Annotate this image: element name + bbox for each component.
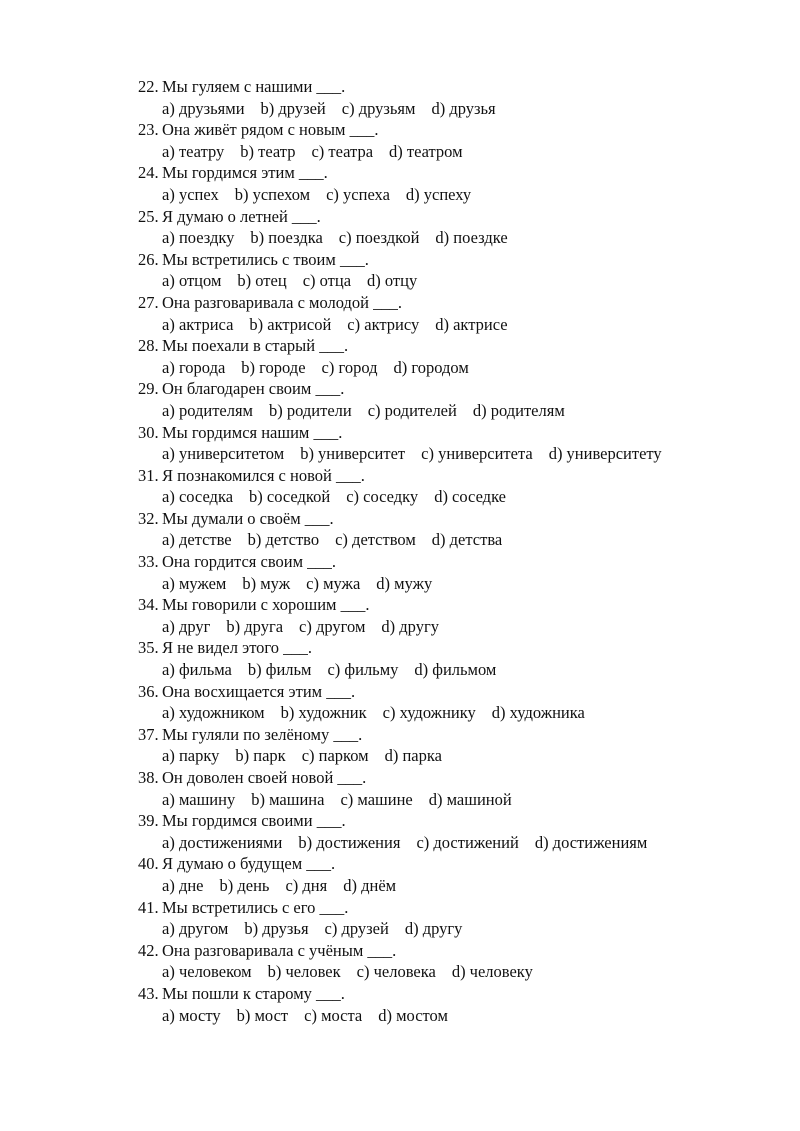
answer-option: d) отцу (367, 271, 418, 291)
question-text: Я думаю о летней ___. (162, 206, 321, 226)
answer-option: c) город (321, 357, 378, 377)
answer-option: a) парку (162, 746, 220, 766)
answer-option: b) достижения (298, 832, 401, 852)
question-stem (138, 249, 758, 271)
question-item (138, 551, 758, 594)
question-number: 25. (138, 206, 159, 226)
question-item (138, 681, 758, 724)
question-item (138, 724, 758, 767)
answer-option: d) успеху (405, 184, 472, 204)
question-stem (138, 810, 758, 832)
answer-option: d) достижениям (534, 832, 648, 852)
answer-option: a) детстве (162, 530, 232, 550)
question-stem (138, 292, 758, 314)
answer-option: d) другу (404, 919, 463, 939)
question-stem (138, 681, 758, 703)
question-number: 34. (138, 595, 159, 615)
answer-option: b) день (219, 875, 270, 895)
question-item (138, 249, 758, 292)
question-number: 22. (138, 77, 159, 96)
question-number: 39. (138, 811, 159, 831)
question-item (138, 206, 758, 249)
question-text: Я не видел этого ___. (162, 638, 313, 658)
answer-options (138, 875, 758, 897)
answer-options (138, 745, 758, 767)
question-text: Она разговаривала с учёным ___. (162, 940, 397, 960)
question-stem (138, 119, 758, 141)
answer-option: c) фильму (327, 660, 399, 680)
question-text: Мы поехали в старый ___. (162, 336, 349, 356)
question-number: 30. (138, 422, 159, 442)
question-text: Я познакомился с новой ___. (162, 465, 365, 485)
question-stem (138, 335, 758, 357)
answer-option: a) университетом (162, 444, 285, 464)
answer-option: a) города (162, 357, 226, 377)
answer-option: c) достижений (416, 832, 519, 852)
question-text: Мы гордимся своими ___. (162, 811, 346, 831)
question-stem (138, 853, 758, 875)
answer-option: c) соседку (346, 487, 419, 507)
question-number: 31. (138, 465, 159, 485)
question-item (138, 940, 758, 983)
answer-option: b) городе (241, 357, 306, 377)
answer-option: b) детство (247, 530, 320, 550)
answer-option: b) парк (235, 746, 286, 766)
question-stem (138, 897, 758, 919)
question-number: 42. (138, 940, 159, 960)
question-stem (138, 767, 758, 789)
answer-option: b) человек (267, 962, 341, 982)
answer-option: b) друзей (260, 98, 326, 118)
answer-option: d) актрисе (435, 314, 508, 334)
answer-option: a) человеком (162, 962, 252, 982)
answer-options (138, 832, 758, 854)
question-stem (138, 508, 758, 530)
answer-options (138, 357, 758, 379)
question-text: Она разговаривала с молодой ___. (162, 292, 402, 312)
answer-options (138, 270, 758, 292)
question-number: 26. (138, 249, 159, 269)
answer-option: a) друзьями (162, 98, 245, 118)
answer-option: a) машину (162, 789, 236, 809)
question-text: Он благодарен своим ___. (162, 379, 345, 399)
answer-option: b) друзья (244, 919, 309, 939)
question-text: Она гордится своим ___. (162, 552, 337, 572)
answer-options (138, 616, 758, 638)
answer-option: d) парка (384, 746, 442, 766)
question-stem (138, 940, 758, 962)
answer-options (138, 98, 758, 120)
answer-options (138, 918, 758, 940)
answer-options (138, 184, 758, 206)
question-number: 24. (138, 163, 159, 183)
answer-options (138, 659, 758, 681)
question-stem (138, 724, 758, 746)
answer-options (138, 573, 758, 595)
answer-option: c) парком (301, 746, 369, 766)
answer-option: d) днём (343, 875, 397, 895)
answer-options (138, 141, 758, 163)
answer-option: a) дне (162, 875, 204, 895)
answer-option: b) друга (226, 616, 284, 636)
answer-option: b) отец (237, 271, 287, 291)
question-text: Мы встретились с твоим ___. (162, 249, 369, 269)
question-number: 33. (138, 552, 159, 572)
question-text: Я думаю о будущем ___. (162, 854, 336, 874)
answer-options (138, 1005, 758, 1027)
answer-option: a) друг (162, 616, 211, 636)
answer-option: b) актрисой (249, 314, 332, 334)
answer-option: c) человека (356, 962, 436, 982)
question-stem (138, 983, 758, 1005)
answer-options (138, 314, 758, 336)
question-number: 38. (138, 768, 159, 787)
answer-option: c) успеха (326, 184, 390, 204)
question-number: 32. (138, 508, 159, 528)
question-number: 40. (138, 854, 159, 874)
question-number: 23. (138, 120, 159, 140)
answer-option: a) художником (162, 703, 265, 723)
answer-option: b) университет (300, 444, 406, 464)
answer-option: c) детством (335, 530, 416, 550)
answer-option: a) театру (162, 141, 225, 161)
question-number: 35. (138, 638, 159, 658)
answer-option: a) успех (162, 184, 219, 204)
answer-option: c) другом (299, 616, 366, 636)
answer-option: c) отца (302, 271, 352, 291)
question-item (138, 378, 758, 421)
question-number: 36. (138, 681, 159, 701)
question-stem (138, 594, 758, 616)
answer-option: b) муж (242, 573, 291, 593)
question-number: 28. (138, 336, 159, 356)
answer-option: d) мостом (378, 1005, 448, 1025)
question-item (138, 594, 758, 637)
answer-options (138, 400, 758, 422)
answer-option: d) театром (389, 141, 463, 161)
answer-option: b) успехом (234, 184, 311, 204)
question-item (138, 897, 758, 940)
answer-options (138, 529, 758, 551)
question-list (138, 76, 758, 1026)
answer-option: a) поездку (162, 228, 235, 248)
question-text: Мы гуляем с нашими ___. (162, 77, 346, 96)
answer-options (138, 443, 758, 465)
question-item (138, 465, 758, 508)
question-number: 27. (138, 292, 159, 312)
question-stem (138, 422, 758, 444)
answer-option: c) моста (304, 1005, 363, 1025)
answer-option: b) машина (251, 789, 325, 809)
answer-option: c) родителей (367, 400, 457, 420)
question-stem (138, 76, 758, 98)
question-item (138, 983, 758, 1026)
question-stem (138, 162, 758, 184)
question-item (138, 810, 758, 853)
question-text: Мы гордимся нашим ___. (162, 422, 343, 442)
question-item (138, 508, 758, 551)
question-item (138, 422, 758, 465)
question-stem (138, 465, 758, 487)
answer-option: a) другом (162, 919, 229, 939)
answer-options (138, 486, 758, 508)
answer-options (138, 961, 758, 983)
answer-option: d) художника (491, 703, 585, 723)
question-text: Мы пошли к старому ___. (162, 983, 345, 1003)
answer-option: d) поездке (435, 228, 508, 248)
answer-option: c) друзей (324, 919, 389, 939)
question-text: Мы гордимся этим ___. (162, 163, 328, 183)
answer-option: d) университету (548, 444, 662, 464)
answer-option: c) актрису (347, 314, 420, 334)
question-item (138, 76, 758, 119)
question-text: Она восхищается этим ___. (162, 681, 356, 701)
answer-option: d) детства (431, 530, 503, 550)
answer-option: d) соседке (434, 487, 506, 507)
answer-option: b) поездка (250, 228, 323, 248)
answer-options (138, 789, 758, 811)
question-item (138, 335, 758, 378)
answer-option: c) театра (311, 141, 374, 161)
answer-option: d) другу (381, 616, 439, 636)
answer-option: a) отцом (162, 271, 222, 291)
question-text: Она живёт рядом с новым ___. (162, 120, 379, 140)
answer-option: a) достижениями (162, 832, 283, 852)
answer-option: c) художнику (382, 703, 476, 723)
answer-option: d) фильмом (414, 660, 497, 680)
question-item (138, 292, 758, 335)
answer-option: a) мосту (162, 1005, 221, 1025)
answer-option: c) мужа (306, 573, 361, 593)
answer-option: d) друзья (431, 98, 496, 118)
answer-options (138, 702, 758, 724)
answer-option: a) родителям (162, 400, 253, 420)
question-stem (138, 206, 758, 228)
answer-option: a) фильма (162, 660, 232, 680)
answer-option: d) человеку (451, 962, 533, 982)
answer-option: c) друзьям (341, 98, 416, 118)
answer-option: c) машине (340, 789, 413, 809)
answer-option: c) поездкой (338, 228, 420, 248)
question-number: 41. (138, 897, 159, 917)
answer-option: d) машиной (428, 789, 512, 809)
question-item (138, 119, 758, 162)
question-number: 43. (138, 983, 159, 1003)
question-item (138, 637, 758, 680)
answer-option: a) мужем (162, 573, 227, 593)
question-item (138, 853, 758, 896)
answer-option: d) городом (393, 357, 469, 377)
question-text: Мы говорили с хорошим ___. (162, 595, 370, 615)
question-text: Он доволен своей новой ___. (162, 768, 367, 787)
answer-option: b) мост (236, 1005, 289, 1025)
answer-option: d) родителям (472, 400, 565, 420)
question-number: 29. (138, 379, 159, 399)
question-text: Мы встретились с его ___. (162, 897, 349, 917)
answer-option: b) театр (240, 141, 296, 161)
answer-option: c) университета (421, 444, 533, 464)
question-stem (138, 378, 758, 400)
answer-option: c) дня (285, 875, 328, 895)
answer-option: b) родители (269, 400, 352, 420)
question-number: 37. (138, 724, 159, 744)
question-text: Мы думали о своём ___. (162, 508, 334, 528)
answer-option: b) фильм (247, 660, 312, 680)
question-item (138, 162, 758, 205)
answer-option: b) художник (280, 703, 367, 723)
question-item (138, 767, 758, 810)
answer-options (138, 227, 758, 249)
question-stem (138, 551, 758, 573)
answer-option: a) актриса (162, 314, 234, 334)
question-stem (138, 637, 758, 659)
answer-option: d) мужу (376, 573, 433, 593)
question-text: Мы гуляли по зелёному ___. (162, 724, 363, 744)
answer-option: b) соседкой (249, 487, 331, 507)
answer-option: a) соседка (162, 487, 234, 507)
